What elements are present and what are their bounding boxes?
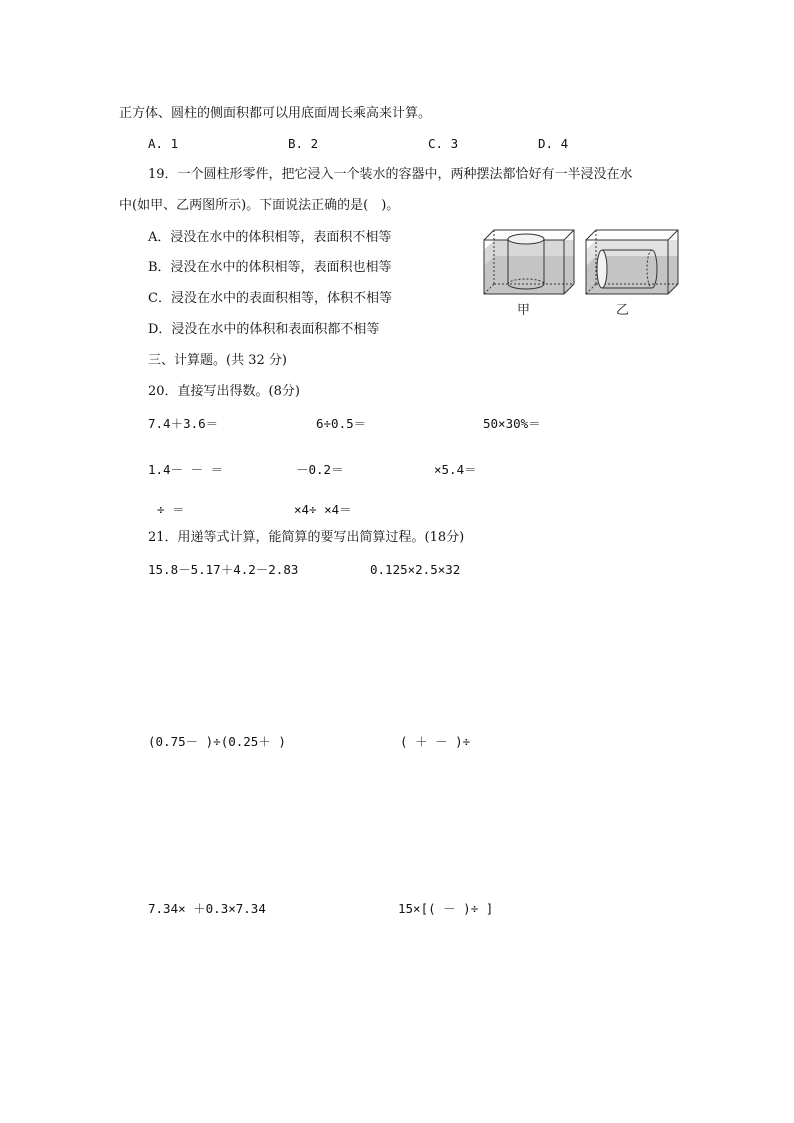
container-jia <box>484 230 574 294</box>
q19-option-a: A．浸没在水中的体积相等，表面积不相等 <box>148 230 392 245</box>
q21-r1-c1: 15.8－5.17＋4.2－2.83 <box>148 562 299 577</box>
q19-stem-line1: 19．一个圆柱形零件，把它浸入一个装水的容器中，两种摆法都恰好有一半浸没在水 <box>148 167 633 182</box>
q18-option-a: A. 1 <box>148 136 179 151</box>
q18-option-c: C. 3 <box>428 136 459 151</box>
q20-r2-c3: ×5.4＝ <box>434 462 477 477</box>
q19-option-d: D．浸没在水中的体积和表面积都不相等 <box>148 322 380 337</box>
q20-r3-c1: ÷ ＝ <box>157 502 185 517</box>
q20-title: 20．直接写出得数。(8分) <box>148 384 300 399</box>
container-yi <box>586 230 678 294</box>
q21-r2-c2: ( ＋ － )÷ <box>400 734 471 749</box>
q19-option-b: B．浸没在水中的体积相等，表面积也相等 <box>148 260 392 275</box>
q20-r2-c1: 1.4－ － ＝ <box>148 462 224 477</box>
q20-r2-c2: －0.2＝ <box>296 462 344 477</box>
q21-r1-c2: 0.125×2.5×32 <box>370 562 461 577</box>
q19-option-c: C．浸没在水中的表面积相等，体积不相等 <box>148 291 392 306</box>
figure-label-jia: 甲 <box>517 303 531 318</box>
q18-text-tail: 正方体、圆柱的侧面积都可以用底面周长乘高来计算。 <box>119 106 432 121</box>
figure-label-yi: 乙 <box>616 303 630 318</box>
q19-stem-line2: 中(如甲、乙两图所示)。下面说法正确的是( )。 <box>119 198 400 213</box>
q20-r1-c2: 6÷0.5＝ <box>316 416 367 431</box>
q20-r1-c1: 7.4＋3.6＝ <box>148 416 219 431</box>
q18-option-d: D. 4 <box>538 136 569 151</box>
containers-figure <box>482 226 680 318</box>
q21-title: 21．用递等式计算，能简算的要写出简算过程。(18分) <box>148 530 465 545</box>
q18-option-b: B. 2 <box>288 136 319 151</box>
q21-r2-c1: (0.75－ )÷(0.25＋ ) <box>148 734 286 749</box>
q20-r1-c3: 50×30%＝ <box>483 416 541 431</box>
q21-r3-c2: 15×[( － )÷ ] <box>398 901 494 916</box>
q21-r3-c1: 7.34× ＋0.3×7.34 <box>148 901 266 916</box>
q20-r3-c2: ×4÷ ×4＝ <box>294 502 352 517</box>
section-3-heading: 三、计算题。(共 32 分) <box>148 353 287 368</box>
